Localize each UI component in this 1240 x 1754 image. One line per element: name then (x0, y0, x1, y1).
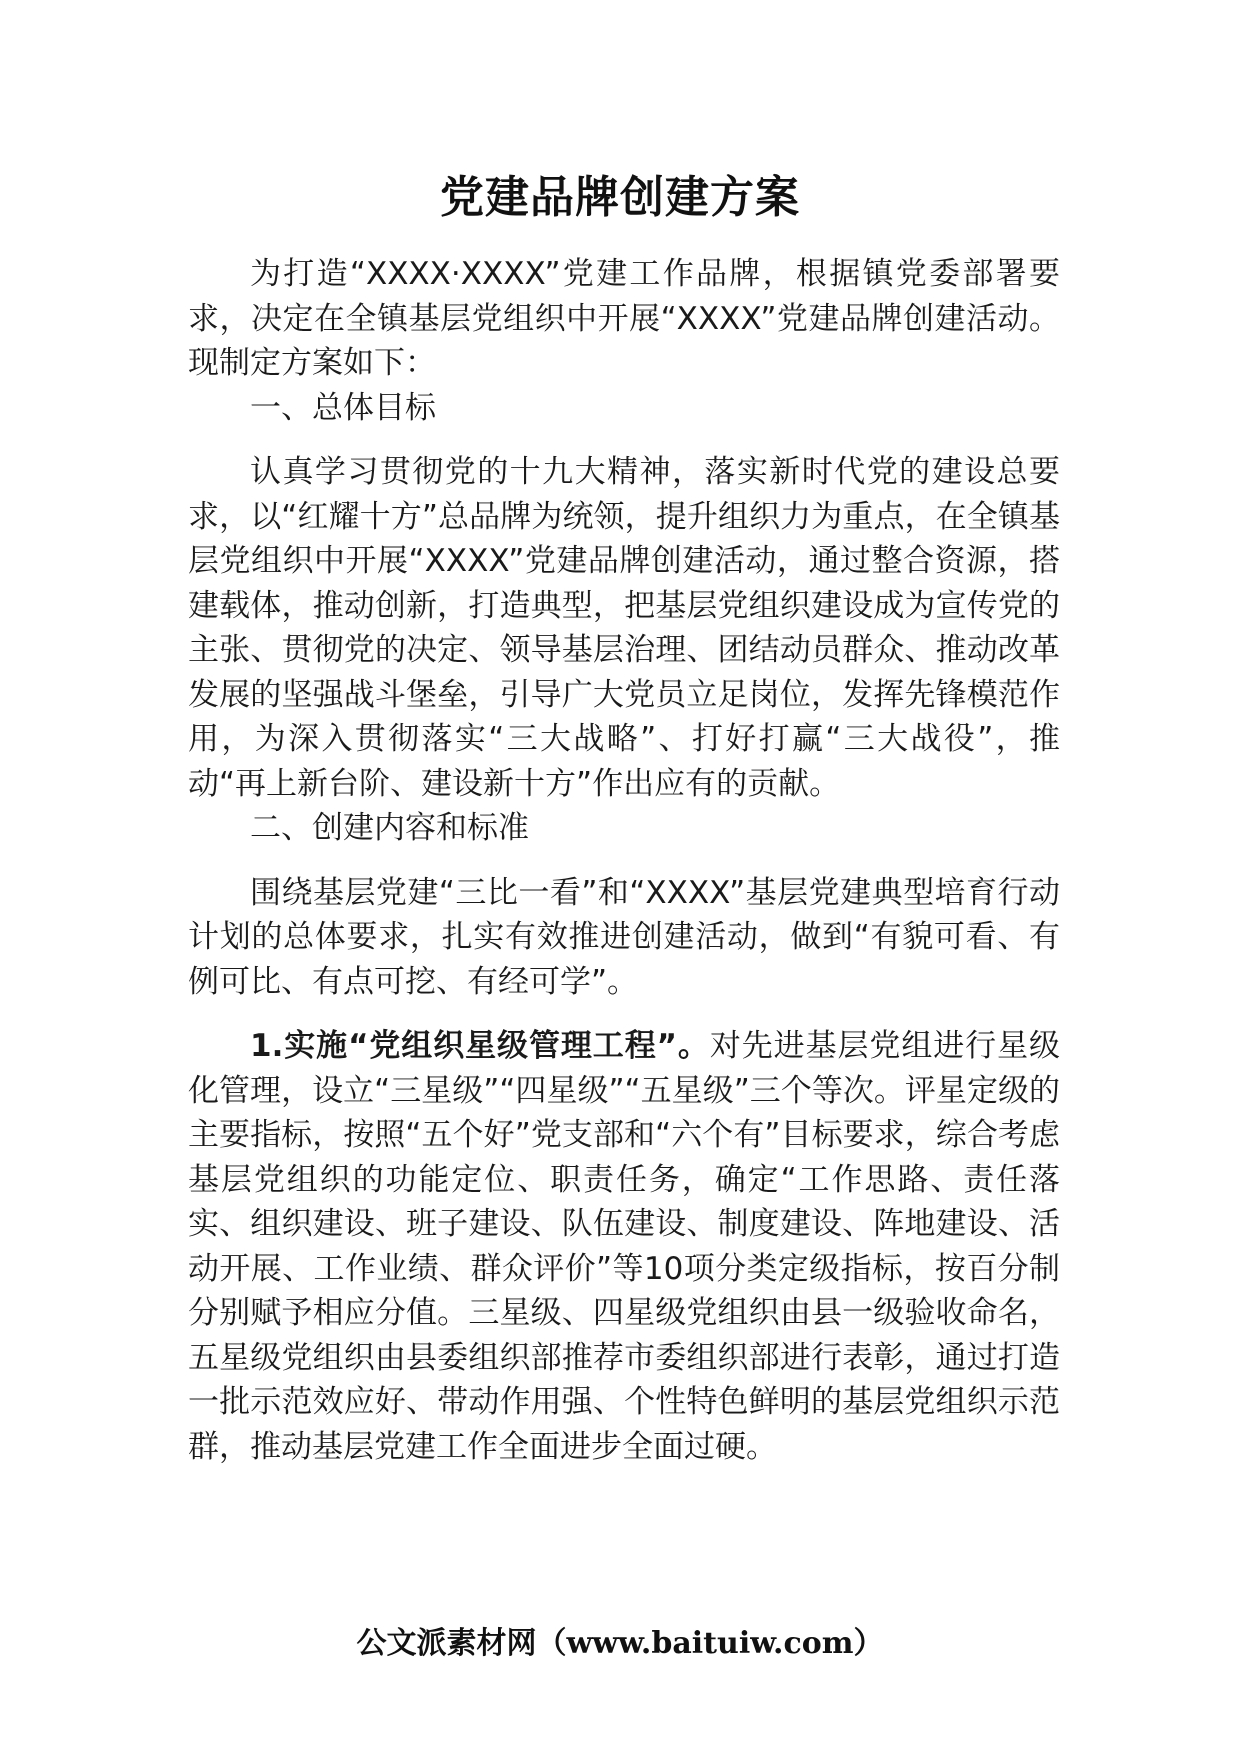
item-1-body: 对先进基层党组进行星级化管理，设立“三星级”“四星级”“五星级”三个等次。评星定级的主要指标，按照“五个好”党支部和“六个有”目标要求，综合考虑基层党组织的功能定位、职责任务，确定“工作思路、责任落实、组织建设、班子建设、队伍建设、制度建设、阵地建设、活动开展、工作业绩、群众评价”等10项分类定级指标，按百分制分别赋予相应分值。三星级、四星级党组织由县一级验收命名，五星级党组织由县委组织部推荐市委组织部进行表彰，通过打造一批示范效应好、带动作用强、个性特色鲜明的基层党组织示范群，推动基层党建工作全面进步全面过硬。 (188, 1028, 1061, 1465)
document-body (188, 252, 1060, 1469)
item-1-paragraph (188, 1024, 1060, 1469)
intro-paragraph: 为打造“XXXX·XXXX”党建工作品牌，根据镇党委部署要求，决定在全镇基层党组织中开展“XXXX”党建品牌创建活动。现制定方案如下： (188, 256, 1060, 381)
section-heading-content: 二、创建内容和标准 (250, 810, 529, 846)
section-heading-goals: 一、总体目标 (250, 389, 436, 426)
item-1-lead: 1.实施“党组织星级管理工程”。 (250, 1028, 710, 1064)
goals-paragraph: 认真学习贯彻党的十九大精神，落实新时代党的建设总要求，以“红耀十方”总品牌为统领，提升组织力为重点，在全镇基层党组织中开展“XXXX”党建品牌创建活动，通过整合资源，搭建载体，推动创新，打造典型，把基层党组织建设成为宣传党的主张、贯彻党的决定、领导基层治理、团结动员群众、推动改革发展的坚强战斗堡垒，引导广大党员立足岗位，发挥先锋模范作用，为深入贯彻落实“三大战略”、打好打赢“三大战役”，推动“再上新台阶、建设新十方”作出应有的贡献。 (188, 454, 1060, 802)
page-title: 党建品牌创建方案 (440, 172, 800, 223)
content-paragraph: 围绕基层党建“三比一看”和“XXXX”基层党建典型培育行动计划的总体要求，扎实有效推进创建活动，做到“有貌可看、有例可比、有点可挖、有经可学”。 (188, 874, 1060, 1000)
footer-source: 公文派素材网（www.baituiw.com） (356, 1626, 884, 1661)
